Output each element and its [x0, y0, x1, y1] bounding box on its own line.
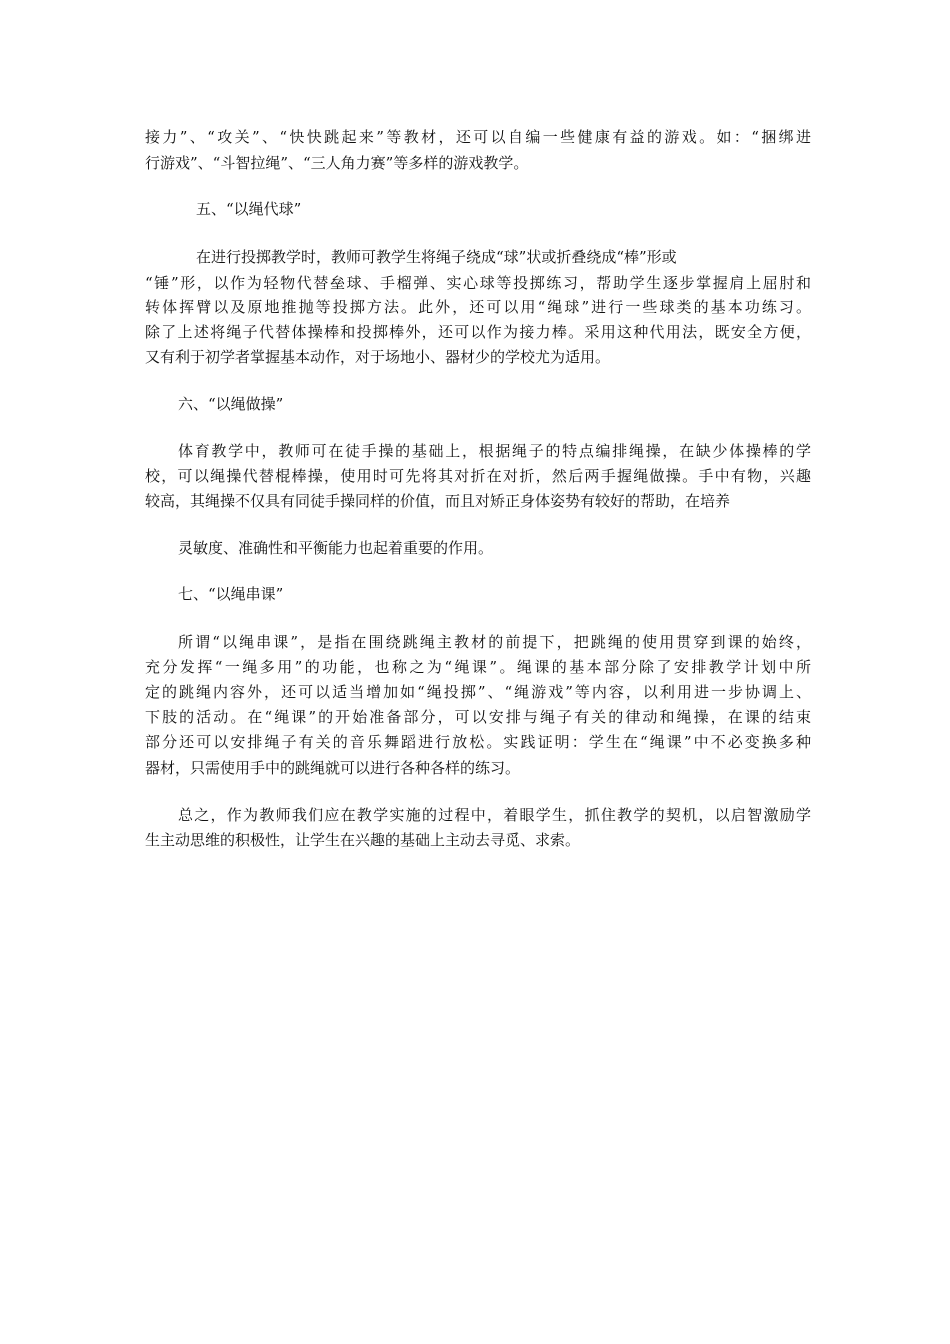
- paragraph-line: 除了上述将绳子代替体操棒和投掷棒外，还可以作为接力棒。采用这种代用法，既安全方便，: [145, 323, 811, 341]
- paragraph-line: 体育教学中，教师可在徒手操的基础上，根据绳子的特点编排绳操，在缺少体操棒的学: [178, 442, 811, 460]
- paragraph-line: 生主动思维的积极性，让学生在兴趣的基础上主动去寻觅、求索。: [145, 831, 581, 849]
- paragraph-line: 所谓“以绳串课”，是指在围绕跳绳主教材的前提下，把跳绳的使用贯穿到课的始终，: [178, 633, 811, 651]
- paragraph-line: 灵敏度、准确性和平衡能力也起着重要的作用。: [178, 539, 494, 557]
- paragraph-line: 充分发挥“一绳多用”的功能，也称之为“绳课”。绳课的基本部分除了安排教学计划中所: [145, 658, 811, 676]
- paragraph-line: 下肢的活动。在“绳课”的开始准备部分，可以安排与绳子有关的律动和绳操，在课的结束: [145, 708, 811, 726]
- paragraph-line: 转体挥臂以及原地推抛等投掷方法。此外，还可以用“绳球”进行一些球类的基本功练习。: [145, 298, 811, 316]
- paragraph-line: 行游戏”、“斗智拉绳”、“三人角力赛”等多样的游戏教学。: [145, 154, 529, 172]
- paragraph-line: 总之，作为教师我们应在教学实施的过程中，着眼学生，抓住教学的契机，以启智激励学: [178, 806, 811, 824]
- paragraph-line: 在进行投掷教学时，教师可教学生将绳子绕成“球”状或折叠绕成“棒”形或: [196, 248, 677, 266]
- paragraph-line: “锤”形，以作为轻物代替垒球、手榴弹、实心球等投掷练习，帮助学生逐步掌握肩上屈肘和: [145, 274, 811, 292]
- paragraph-line: 定的跳绳内容外，还可以适当增加如“绳投掷”、“绳游戏”等内容，以利用进一步协调上、: [145, 683, 811, 701]
- paragraph-line: 器材，只需使用手中的跳绳就可以进行各种各样的练习。: [145, 759, 521, 777]
- paragraph-line: 部分还可以安排绳子有关的音乐舞蹈进行放松。实践证明：学生在“绳课”中不必变换多种: [145, 733, 811, 751]
- section-heading-6: 六、“以绳做操”: [178, 395, 284, 413]
- paragraph-line: 接力”、“攻关”、“快快跳起来”等教材，还可以自编一些健康有益的游戏。如：“捆绑进: [145, 128, 811, 146]
- paragraph-line: 校，可以绳操代替棍棒操，使用时可先将其对折在对折，然后两手握绳做操。手中有物，兴趣: [145, 467, 811, 485]
- section-heading-7: 七、“以绳串课”: [178, 585, 284, 603]
- paragraph-line: 又有利于初学者掌握基本动作，对于场地小、器材少的学校尤为适用。: [145, 348, 611, 366]
- section-heading-5: 五、“以绳代球”: [196, 200, 302, 218]
- paragraph-line: 较高，其绳操不仅具有同徒手操同样的价值，而且对矫正身体姿势有较好的帮助，在培养: [145, 492, 731, 510]
